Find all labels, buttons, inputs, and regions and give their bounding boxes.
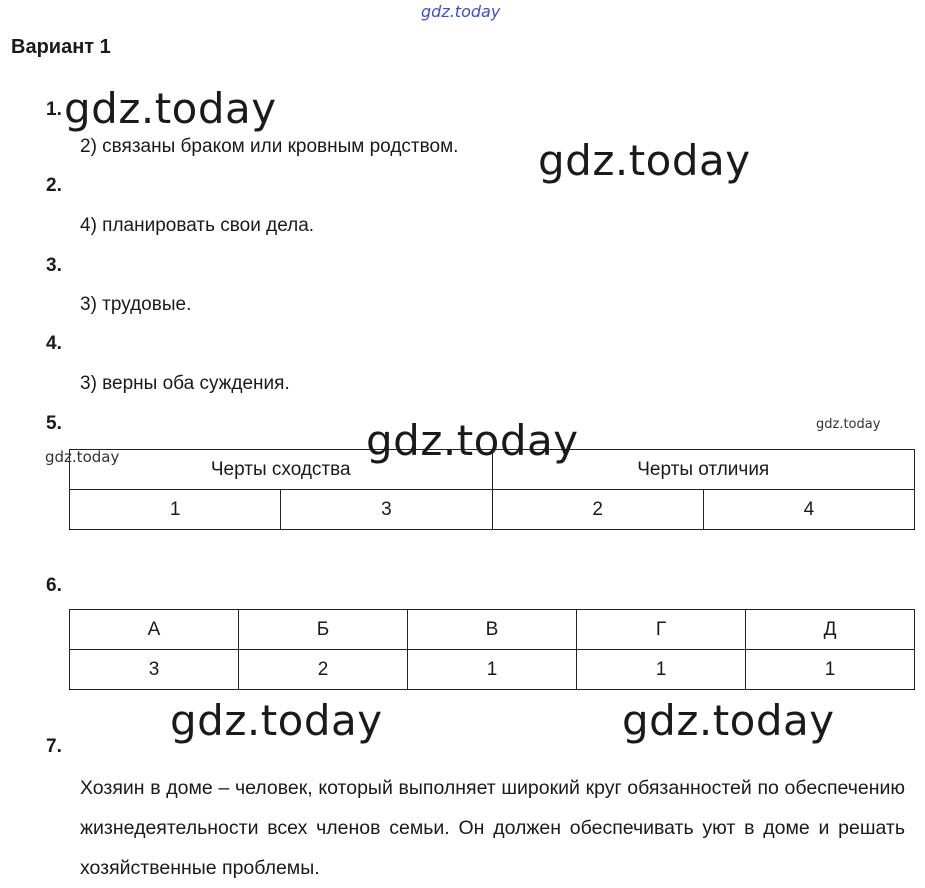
question-4-answer: 3) верны оба суждения. [80,373,290,394]
watermark: gdz.today [64,84,277,133]
table-cell: 2 [492,490,703,530]
table-cell: 2 [239,650,408,690]
table-header-cell: Д [746,610,915,650]
table-cell: 1 [408,650,577,690]
watermark-top: gdz.today [421,2,501,21]
table-header-cell: А [70,610,239,650]
table-cell: 1 [70,490,281,530]
table-header-cell: Г [577,610,746,650]
watermark: gdz.today [622,696,835,745]
table-cell: 1 [746,650,915,690]
watermark: gdz.today [45,448,120,466]
question-7-number: 7. [46,736,62,757]
watermark: gdz.today [170,696,383,745]
table-6 [69,609,915,690]
table-cell: 3 [70,650,239,690]
table-cell: 1 [577,650,746,690]
watermark: gdz.today [366,416,579,465]
question-6-number: 6. [46,575,62,596]
table-cell: 3 [281,490,492,530]
question-1-answer: 2) связаны браком или кровным родством. [80,136,459,157]
watermark: gdz.today [816,417,881,432]
question-4-number: 4. [46,333,62,354]
question-5-number: 5. [46,413,62,434]
question-1-number: 1. [46,99,62,120]
question-2-answer: 4) планировать свои дела. [80,215,315,236]
table-row [70,490,915,530]
table-header-cell: Черты отличия [492,450,915,490]
table-header-cell: В [408,610,577,650]
table-row [70,610,915,650]
table-header-cell: Б [239,610,408,650]
table-row [70,650,915,690]
table-cell: 4 [703,490,914,530]
question-3-number: 3. [46,255,62,276]
question-2-number: 2. [46,175,62,196]
page-title: Вариант 1 [11,36,111,58]
table-header-cell: Черты сходства [70,450,493,490]
question-3-answer: 3) трудовые. [80,294,192,315]
question-7-answer: Хозяин в доме – человек, который выполняет широкий круг обязанностей по обеспечению жизнедеятельности всех членов семьи. Он должен обеспечивать уют в доме и решать хозяйственные проблемы. [80,777,905,879]
watermark: gdz.today [538,136,751,185]
